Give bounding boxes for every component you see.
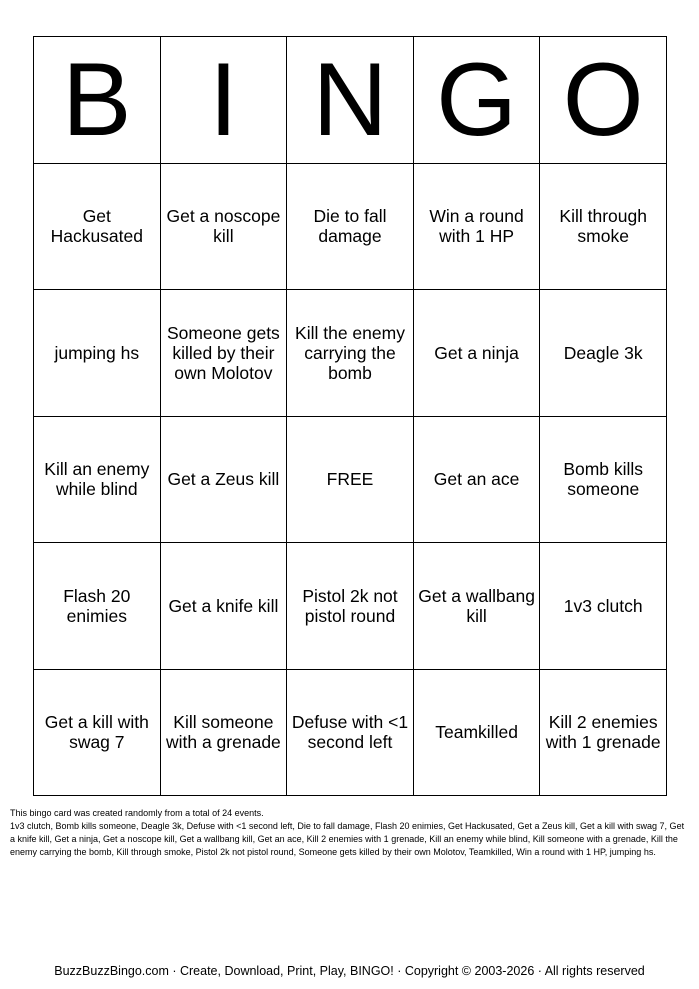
bingo-cell: Get a knife kill	[161, 543, 288, 670]
notes-event-list: 1v3 clutch, Bomb kills someone, Deagle 3k, Defuse with <1 second left, Die to fall damage, Flash 20 enimies, Get Hackusated, Get a Zeus kill, Get a kill with swag 7, Get a knife kill, Get a ninja, Get a noscope kill, Get a wallbang kill, Get an ace, Kill 2 enemies with 1 grenade, Kill an enemy while blind, Kill someone with a grenade, Kill the enemy carrying the bomb, Kill through smoke, Pistol 2k not pistol round, Someone gets killed by their own Molotov, Teamkilled, Win a round with 1 HP, jumping hs.	[10, 821, 685, 857]
header-letter-n: N	[287, 37, 414, 164]
header-letter-i: I	[161, 37, 288, 164]
header-letter-g: G	[414, 37, 541, 164]
bingo-cell: Win a round with 1 HP	[414, 164, 541, 291]
bingo-cell: Kill 2 enemies with 1 grenade	[540, 670, 667, 797]
bingo-cell: Die to fall damage	[287, 164, 414, 291]
bingo-cell: Get a Zeus kill	[161, 417, 288, 544]
bingo-cell: Kill through smoke	[540, 164, 667, 291]
bingo-cell: Defuse with <1 second left	[287, 670, 414, 797]
bingo-cell: Teamkilled	[414, 670, 541, 797]
bingo-cell: Get a kill with swag 7	[34, 670, 161, 797]
bingo-cell: Deagle 3k	[540, 290, 667, 417]
notes-intro: This bingo card was created randomly from a total of 24 events.	[10, 808, 264, 818]
bingo-cell: jumping hs	[34, 290, 161, 417]
header-letter-o: O	[540, 37, 667, 164]
bingo-cell: Get Hackusated	[34, 164, 161, 291]
bingo-cell: Kill the enemy carrying the bomb	[287, 290, 414, 417]
free-space-cell: FREE	[287, 417, 414, 544]
bingo-cell: Get an ace	[414, 417, 541, 544]
bingo-cell: 1v3 clutch	[540, 543, 667, 670]
bingo-cell: Kill someone with a grenade	[161, 670, 288, 797]
card-notes	[10, 807, 690, 859]
bingo-cell: Get a noscope kill	[161, 164, 288, 291]
bingo-cell: Pistol 2k not pistol round	[287, 543, 414, 670]
page-footer: BuzzBuzzBingo.com · Create, Download, Print, Play, BINGO! · Copyright © 2003-2026 · All rights reserved	[54, 964, 645, 978]
bingo-cell: Get a wallbang kill	[414, 543, 541, 670]
bingo-cell: Someone gets killed by their own Molotov	[161, 290, 288, 417]
header-letter-b: B	[34, 37, 161, 164]
bingo-cell: Kill an enemy while blind	[34, 417, 161, 544]
bingo-card	[33, 36, 667, 796]
bingo-cell: Bomb kills someone	[540, 417, 667, 544]
bingo-cell: Flash 20 enimies	[34, 543, 161, 670]
bingo-cell: Get a ninja	[414, 290, 541, 417]
